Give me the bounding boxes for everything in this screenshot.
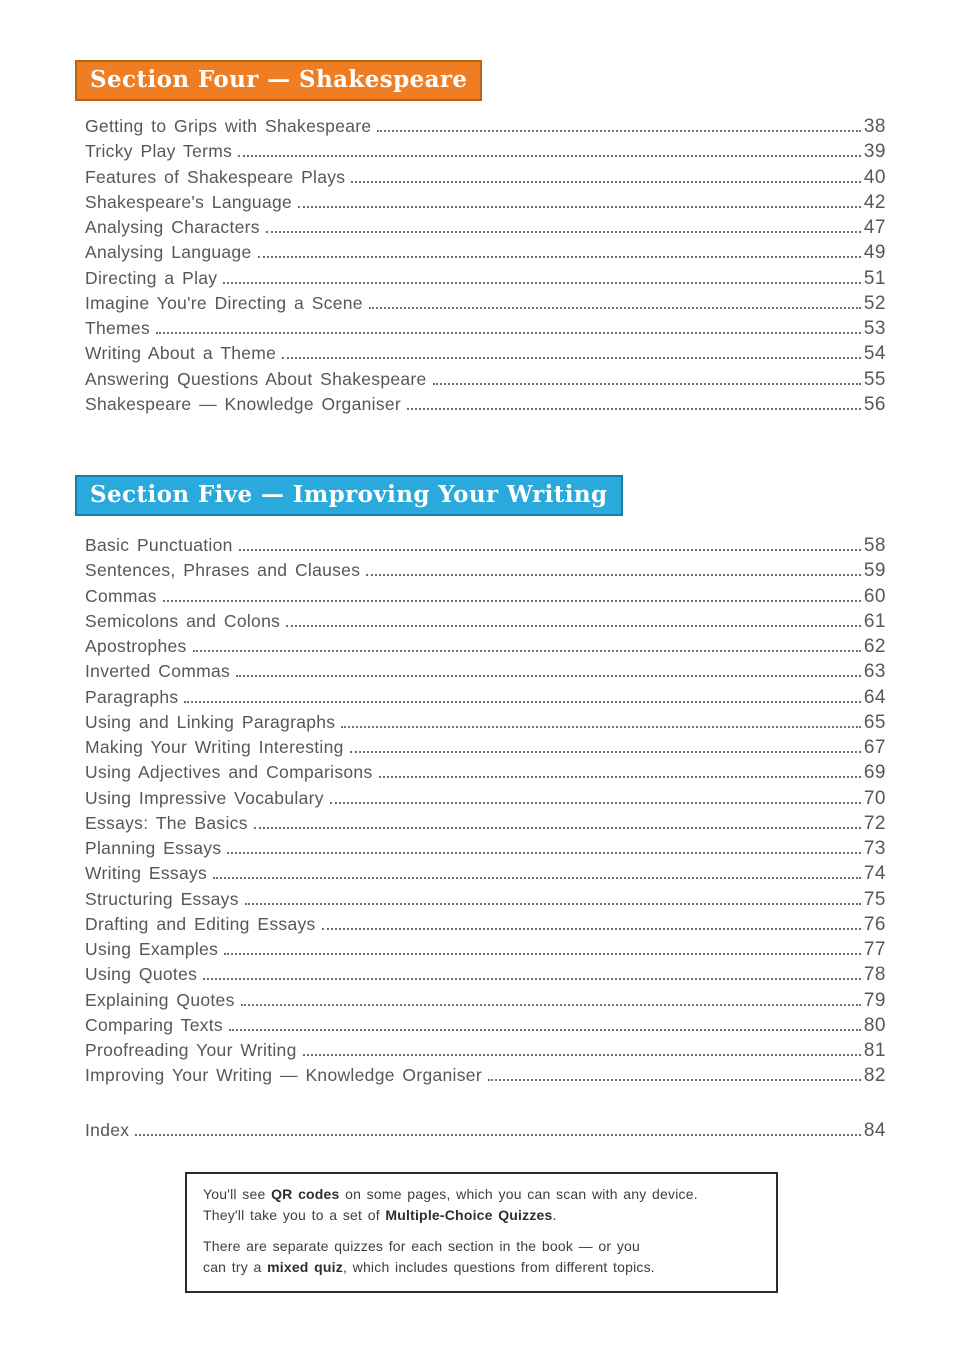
toc-entry bbox=[85, 167, 886, 192]
toc-entry bbox=[85, 611, 886, 636]
toc-entry-title: Writing Essays bbox=[85, 863, 208, 884]
toc-entry-title: Getting to Grips with Shakespeare bbox=[85, 116, 372, 136]
dot-leader bbox=[258, 256, 861, 258]
dot-leader bbox=[330, 802, 861, 804]
toc-entry-page: 67 bbox=[863, 737, 886, 758]
toc-entry-title: Using Quotes bbox=[85, 964, 198, 985]
toc-entry bbox=[85, 586, 886, 611]
toc-entry bbox=[85, 1040, 886, 1065]
toc-entry-title: Analysing Language bbox=[85, 242, 252, 263]
toc-entry bbox=[85, 661, 886, 686]
toc-entry-page: 53 bbox=[863, 318, 886, 339]
dot-leader bbox=[322, 928, 861, 930]
toc-entry-title: Shakespeare — Knowledge Organiser bbox=[85, 393, 402, 414]
toc-entry-page: 76 bbox=[863, 913, 886, 935]
qr-note-bold: Multiple-Choice Quizzes bbox=[385, 1207, 553, 1224]
toc-entry bbox=[85, 192, 886, 217]
section-four-list bbox=[85, 116, 886, 419]
qr-note-paragraph-2 bbox=[203, 1236, 758, 1279]
toc-entry-title: Improving Your Writing — Knowledge Organiser bbox=[85, 1065, 482, 1086]
toc-entry bbox=[85, 712, 886, 737]
toc-entry bbox=[85, 964, 886, 989]
qr-note-text: . bbox=[552, 1207, 557, 1224]
dot-leader bbox=[163, 600, 861, 602]
toc-entry-page: 42 bbox=[863, 191, 886, 213]
toc-entry-page: 49 bbox=[863, 242, 886, 264]
toc-entry-page: 51 bbox=[863, 267, 886, 289]
section-five bbox=[85, 475, 886, 1091]
toc-entry-page: 59 bbox=[863, 560, 886, 582]
toc-entry-page: 69 bbox=[863, 762, 886, 784]
toc-entry-page: 78 bbox=[863, 964, 886, 986]
dot-leader bbox=[433, 383, 861, 385]
toc-entry bbox=[85, 560, 886, 585]
toc-entry bbox=[85, 293, 886, 318]
toc-entry-title: Imagine You're Directing a Scene bbox=[85, 292, 363, 313]
toc-entry bbox=[85, 636, 886, 661]
toc-entry bbox=[85, 990, 886, 1015]
toc-entry-page: 58 bbox=[863, 535, 886, 556]
toc-entry-title: Inverted Commas bbox=[85, 661, 231, 682]
toc-entry-title: Essays: The Basics bbox=[85, 812, 248, 833]
dot-leader bbox=[303, 1054, 861, 1056]
toc-entry bbox=[85, 687, 886, 712]
dot-leader bbox=[407, 408, 861, 410]
toc-entry bbox=[85, 737, 886, 762]
dot-leader bbox=[239, 549, 861, 551]
toc-entry-title: Comparing Texts bbox=[85, 1014, 223, 1035]
dot-leader bbox=[193, 650, 861, 652]
toc-entry bbox=[85, 394, 886, 419]
toc-entry bbox=[85, 939, 886, 964]
toc-entry bbox=[85, 813, 886, 838]
toc-entry bbox=[85, 141, 886, 166]
toc-entry bbox=[85, 762, 886, 787]
qr-note-paragraph-1 bbox=[203, 1184, 758, 1227]
dot-leader bbox=[488, 1079, 861, 1081]
toc-entry-page: 54 bbox=[863, 343, 886, 365]
dot-leader bbox=[245, 903, 861, 905]
toc-entry-title: Proofreading Your Writing bbox=[85, 1040, 297, 1060]
toc-entry-title: Basic Punctuation bbox=[85, 535, 233, 555]
toc-entry-title: Writing About a Theme bbox=[85, 343, 277, 364]
dot-leader bbox=[341, 726, 861, 728]
dot-leader bbox=[351, 181, 860, 183]
dot-leader bbox=[366, 574, 861, 576]
toc-entry-page: 55 bbox=[863, 368, 886, 390]
dot-leader bbox=[238, 155, 861, 157]
toc-entry-page: 47 bbox=[863, 217, 886, 238]
dot-leader bbox=[379, 776, 861, 778]
toc-entry-title: Using Examples bbox=[85, 939, 219, 959]
section-four bbox=[85, 60, 886, 419]
toc-entry-page: 61 bbox=[863, 610, 886, 632]
dot-leader bbox=[135, 1134, 861, 1136]
dot-leader bbox=[377, 130, 860, 132]
index-entry-page: 84 bbox=[863, 1119, 886, 1141]
dot-leader bbox=[203, 978, 861, 980]
toc-entry bbox=[85, 242, 886, 267]
toc-entry-page: 65 bbox=[863, 711, 886, 733]
toc-entry-page: 39 bbox=[863, 141, 886, 163]
toc-entry bbox=[85, 863, 886, 888]
toc-entry-title: Using and Linking Paragraphs bbox=[85, 711, 336, 732]
toc-entry bbox=[85, 217, 886, 242]
toc-entry-page: 77 bbox=[863, 939, 886, 960]
dot-leader bbox=[184, 701, 860, 703]
toc-entry-page: 74 bbox=[863, 863, 886, 885]
qr-note-text: , which includes questions from different topics. bbox=[342, 1259, 655, 1276]
qr-note-text: can try a bbox=[203, 1259, 268, 1276]
dot-leader bbox=[286, 625, 861, 627]
toc-entry-page: 70 bbox=[863, 787, 886, 809]
dot-leader bbox=[298, 206, 861, 208]
toc-entry-title: Semicolons and Colons bbox=[85, 610, 281, 631]
toc-entry-page: 72 bbox=[863, 812, 886, 834]
toc-entry-page: 62 bbox=[863, 636, 886, 657]
toc-entry-page: 82 bbox=[863, 1065, 886, 1087]
toc-entry-title: Sentences, Phrases and Clauses bbox=[85, 560, 361, 581]
toc-entry-title: Answering Questions About Shakespeare bbox=[85, 368, 427, 389]
dot-leader bbox=[224, 953, 861, 955]
toc-entry-page: 64 bbox=[863, 686, 886, 708]
toc-entry bbox=[85, 116, 886, 141]
dot-leader bbox=[350, 751, 861, 753]
toc-entry-page: 79 bbox=[863, 989, 886, 1011]
toc-entry-title: Paragraphs bbox=[85, 686, 179, 707]
qr-note-text: They'll take you to a set of bbox=[203, 1207, 386, 1224]
toc-entry bbox=[85, 1015, 886, 1040]
toc-entry-page: 75 bbox=[863, 888, 886, 910]
section-four-header: Section Four — Shakespeare bbox=[75, 60, 482, 101]
toc-entry-title: Commas bbox=[85, 585, 157, 606]
toc-entry-page: 52 bbox=[863, 292, 886, 314]
qr-note-box bbox=[185, 1172, 778, 1293]
toc-entry bbox=[85, 369, 886, 394]
toc-entry-title: Features of Shakespeare Plays bbox=[85, 166, 346, 187]
dot-leader bbox=[241, 1004, 861, 1006]
toc-entry-title: Shakespeare's Language bbox=[85, 191, 293, 212]
dot-leader bbox=[156, 332, 861, 334]
toc-entry-page: 80 bbox=[863, 1014, 886, 1036]
toc-entry-title: Tricky Play Terms bbox=[85, 141, 233, 162]
toc-entry-page: 81 bbox=[863, 1040, 886, 1061]
dot-leader bbox=[229, 1029, 861, 1031]
toc-entry-title: Explaining Quotes bbox=[85, 989, 235, 1010]
dot-leader bbox=[254, 827, 861, 829]
toc-entry bbox=[85, 889, 886, 914]
toc-entry-title: Themes bbox=[85, 318, 151, 338]
toc-entry-title: Drafting and Editing Essays bbox=[85, 913, 316, 934]
toc-entry bbox=[85, 268, 886, 293]
index-entry bbox=[85, 1120, 886, 1145]
qr-note-bold: QR codes bbox=[271, 1185, 340, 1202]
dot-leader bbox=[223, 282, 861, 284]
section-five-list bbox=[85, 535, 886, 1091]
qr-note-bold: mixed quiz bbox=[267, 1259, 343, 1276]
toc-entry-title: Making Your Writing Interesting bbox=[85, 737, 344, 757]
toc-entry bbox=[85, 1065, 886, 1090]
qr-note-text: You'll see bbox=[203, 1185, 272, 1202]
toc-entry bbox=[85, 838, 886, 863]
toc-entry-title: Using Adjectives and Comparisons bbox=[85, 762, 373, 783]
toc-entry-page: 56 bbox=[863, 393, 886, 415]
dot-leader bbox=[227, 852, 860, 854]
toc-entry-title: Planning Essays bbox=[85, 838, 222, 858]
qr-note-text: on some pages, which you can scan with any device. bbox=[339, 1185, 698, 1202]
toc-entry bbox=[85, 535, 886, 560]
section-five-header: Section Five — Improving Your Writing bbox=[75, 475, 623, 516]
toc-entry-page: 60 bbox=[863, 585, 886, 607]
toc-entry-page: 63 bbox=[863, 661, 886, 683]
toc-entry-title: Using Impressive Vocabulary bbox=[85, 787, 324, 808]
dot-leader bbox=[369, 307, 861, 309]
dot-leader bbox=[213, 877, 861, 879]
toc-entry bbox=[85, 343, 886, 368]
toc-entry bbox=[85, 318, 886, 343]
toc-entry-page: 40 bbox=[863, 166, 886, 188]
toc-entry bbox=[85, 788, 886, 813]
toc-entry-page: 38 bbox=[863, 116, 886, 137]
qr-note-text: There are separate quizzes for each section in the book — or you bbox=[203, 1237, 641, 1254]
toc-entry-title: Directing a Play bbox=[85, 267, 218, 288]
dot-leader bbox=[282, 357, 861, 359]
toc-entry-page: 73 bbox=[863, 838, 886, 859]
dot-leader bbox=[266, 231, 861, 233]
toc-entry-title: Analysing Characters bbox=[85, 217, 260, 237]
toc-entry-title: Structuring Essays bbox=[85, 888, 239, 909]
dot-leader bbox=[236, 675, 861, 677]
toc-entry bbox=[85, 914, 886, 939]
index-entry-title: Index bbox=[85, 1119, 130, 1140]
toc-entry-title: Apostrophes bbox=[85, 636, 187, 656]
